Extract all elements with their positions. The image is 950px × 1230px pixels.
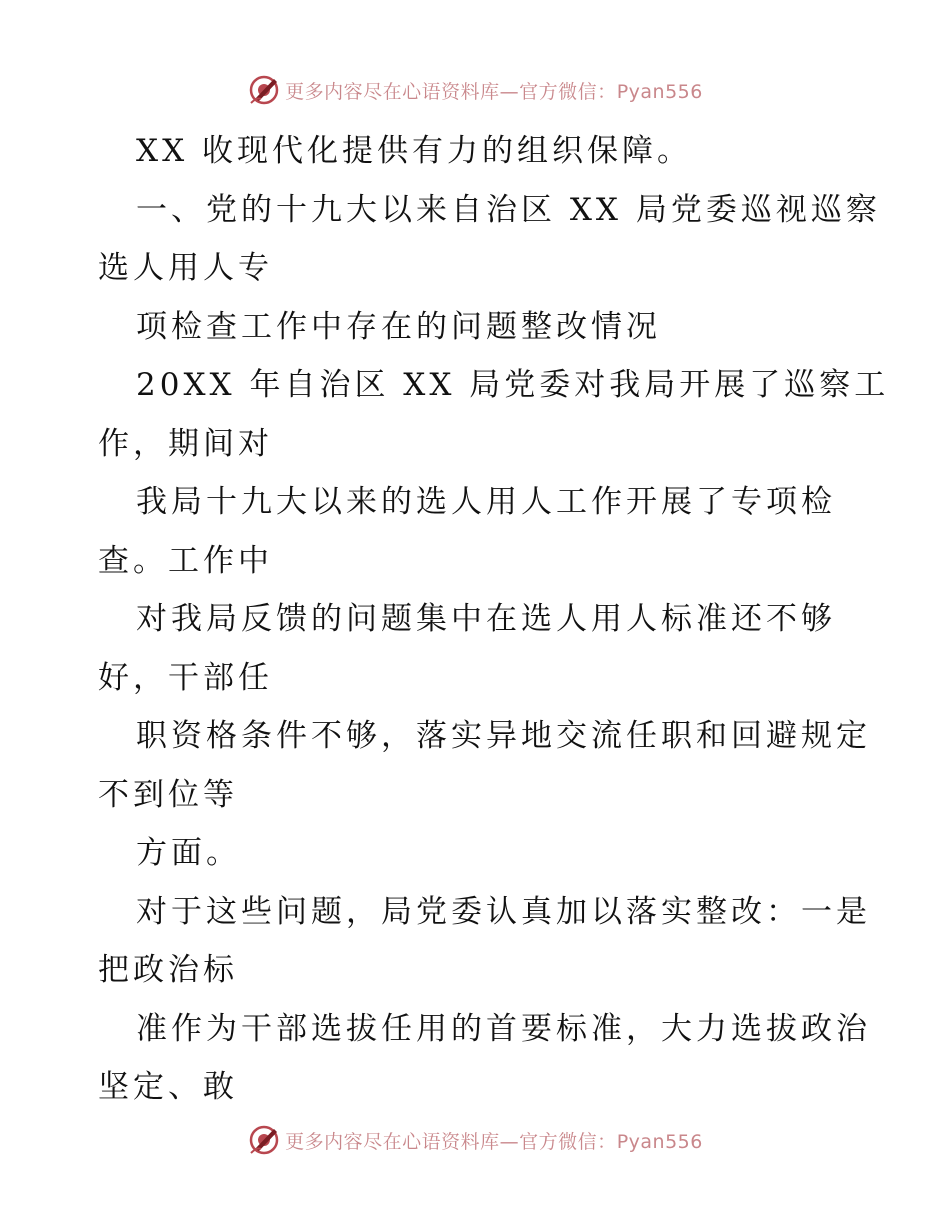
body-line: 职资格条件不够，落实异地交流任职和回避规定 (136, 718, 871, 754)
footer-banner-text (285, 1127, 703, 1154)
header-site-name: 更多内容尽在心语资料库 (285, 80, 500, 103)
body-line: 把政治标 (98, 952, 238, 988)
header-separator: — (499, 80, 520, 103)
body-line: 对于这些问题，局党委认真加以落实整改：一是 (136, 893, 871, 930)
header-contact-label: 官方微信： (519, 80, 617, 103)
body-line: 20XX 年自治区 XX 局党委对我局开展了巡察工 (136, 367, 890, 403)
footer-contact-id: Pyan556 (616, 1130, 703, 1153)
body-line: 一、党的十九大以来自治区 XX 局党委巡视巡察 (136, 191, 881, 228)
footer-site-name: 更多内容尽在心语资料库 (285, 1130, 500, 1153)
body-line: 作，期间对 (98, 425, 273, 462)
body-line: 方面。 (136, 835, 241, 871)
header-banner-text (285, 77, 703, 104)
header-contact-id: Pyan556 (616, 80, 703, 103)
header-banner (0, 70, 950, 110)
footer-separator: — (499, 1130, 520, 1153)
footer-contact-label: 官方微信： (519, 1130, 617, 1153)
body-line: 项检查工作中存在的问题整改情况 (136, 308, 661, 345)
body-line: 好，干部任 (98, 659, 273, 696)
document-body (98, 122, 890, 1117)
body-line: 坚定、敢 (98, 1069, 238, 1105)
body-line: 查。工作中 (98, 542, 273, 579)
hand-writing-logo-icon (247, 73, 281, 107)
body-line: 我局十九大以来的选人用人工作开展了专项检 (136, 484, 836, 520)
hand-writing-logo-icon (247, 1123, 281, 1157)
body-line: 对我局反馈的问题集中在选人用人标准还不够 (136, 601, 836, 637)
body-line: 选人用人专 (98, 250, 273, 286)
body-line: 不到位等 (98, 776, 238, 813)
footer-banner (0, 1120, 950, 1160)
body-line: XX 收现代化提供有力的组织保障。 (136, 133, 692, 169)
body-line: 准作为干部选拔任用的首要标准，大力选拔政治 (136, 1010, 871, 1047)
